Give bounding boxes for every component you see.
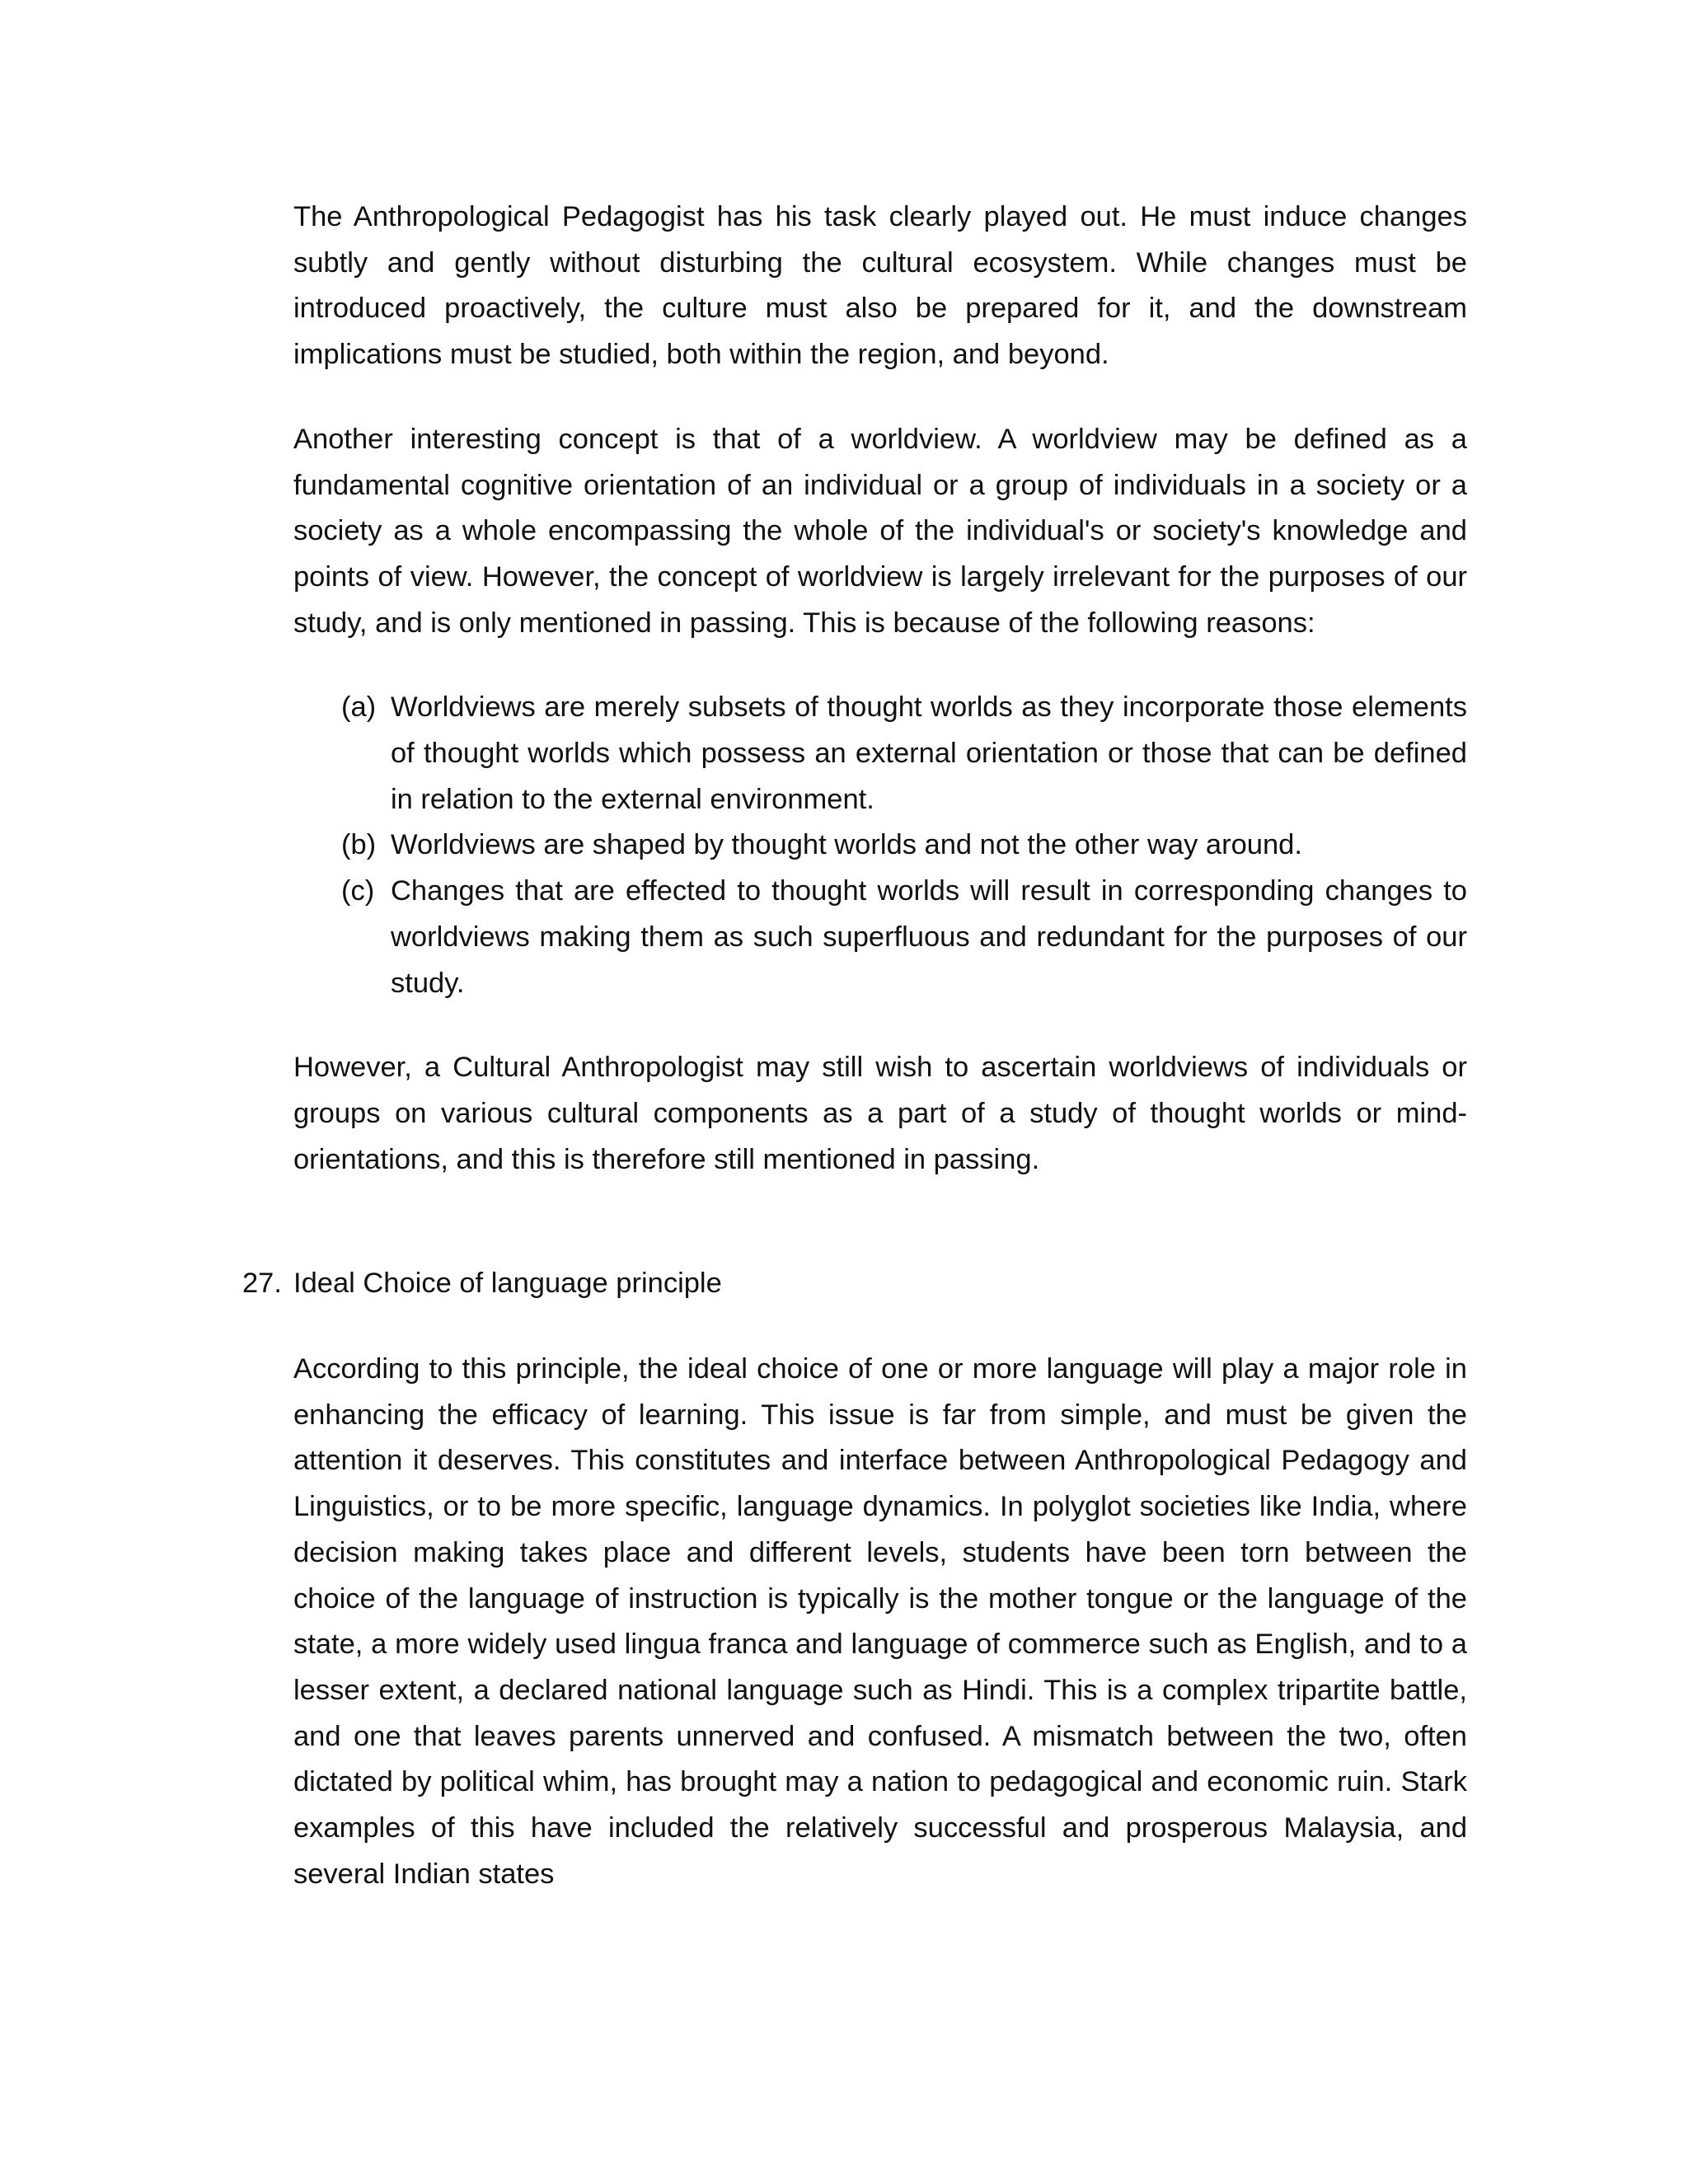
list-marker: (b) (341, 829, 377, 861)
paragraph-anthropological-pedagogist: The Anthropological Pedagogist has his task clearly played out. He must induce changes subtly and gently without disturbing the cultural ecosystem. While changes must be introduced proactively, the culture must also be prepared for it, and the downstream implications must be studied, both within the region, and beyond. (293, 201, 1467, 371)
section-number: 27. (242, 1268, 282, 1300)
paragraph-language-principle: According to this principle, the ideal choice of one or more language will play a major role in enhancing the efficacy of learning. This issue is far from simple, and must be given the attention it deserves. This constitutes and interface between Anthropological Pedagogy and Linguistics, or to be more specific, language dynamics. In polyglot societies like India, where decision making takes place and different levels, students have been torn between the choice of the language of instruction is typically is the mother tongue or the language of the state, a more widely used lingua franca and language of commerce such as English, and to a lesser extent, a declared national language such as Hindi. This is a complex tripartite battle, and one that leaves parents unnerved and confused. A mismatch between the two, often dictated by political whim, has brought may a nation to pedagogical and economic ruin. Stark examples of this have included the relatively successful and prosperous Malaysia, and several Indian states (293, 1353, 1467, 1890)
reasons-list (293, 685, 1467, 1006)
section-heading (242, 1261, 1467, 1307)
paragraph-worldview: Another interesting concept is that of a worldview. A worldview may be defined as a fundamental cognitive orientation of an individual or a group of individuals in a society or a society as a whole encompassing the whole of the individual's or society's knowledge and points of view. However, the concept of worldview is largely irrelevant for the purposes of our study, and is only mentioned in passing. This is because of the following reasons: (293, 423, 1467, 639)
paragraph-cultural-anthropologist: However, a Cultural Anthropologist may still wish to ascertain worldviews of individuals or groups on various cultural components as a part of a study of thought worlds or mind-orientations, and this is therefore still mentioned in passing. (293, 1052, 1467, 1175)
list-item (341, 823, 1467, 869)
list-item-text: Worldviews are shaped by thought worlds and not the other way around. (391, 829, 1302, 861)
list-marker: (a) (341, 691, 377, 724)
page-content (242, 194, 1467, 1937)
list-item-text: Changes that are effected to thought worlds will result in corresponding changes to worldviews making them as such superfluous and redundant for the purposes of our study. (391, 875, 1467, 999)
list-item (341, 869, 1467, 1006)
list-marker: (c) (341, 875, 375, 907)
section-title: Ideal Choice of language principle (293, 1268, 722, 1300)
list-item-text: Worldviews are merely subsets of thought worlds as they incorporate those elements of thought worlds which possess an external orientation or those that can be defined in relation to the external environment. (391, 691, 1467, 815)
list-item (341, 685, 1467, 823)
